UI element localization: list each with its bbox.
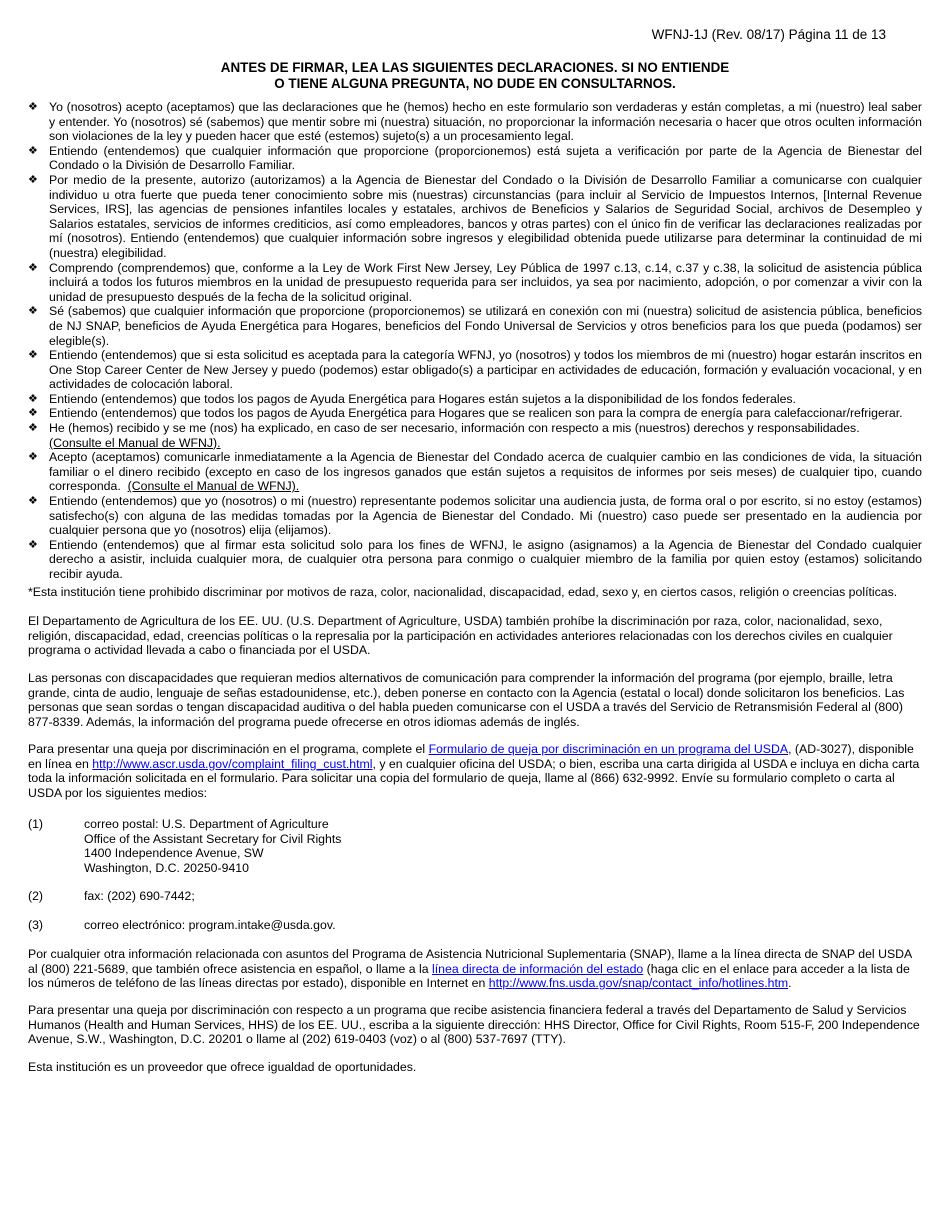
diamond-bullet-icon: ❖: [28, 407, 38, 420]
state-hotline-link[interactable]: línea directa de información del estado: [432, 961, 644, 976]
list-item: ❖ Por medio de la presente, autorizo (autorizamos) a la Agencia de Bienestar del Condado o la División de Desarrollo Familiar a comunicarse con cualquier individuo u otra fuerte que pueda tener conocimiento sobre mis (nuestras) circunstancias (para incluir al Servicio de Impuestos Internos, [Internal Revenue Services, IRS], las agencias de pensiones infantiles locales y estatales, archivos de Beneficios y Salarios de Seguridad Social, archivos de Desempleo y Salarios estatales, servicios de informes crediticios, así como empleadores, bancos y otras partes) con el único fin de verificar las declaraciones realizadas por mí (nosotros). Entiendo (entendemos) que cualquier información sobre ingresos y elegibilidad obtenida puede utilizarse para determinar la continuidad de mi (nuestra) elegibilidad.: [28, 172, 922, 260]
diamond-bullet-icon: ❖: [28, 451, 38, 464]
diamond-bullet-icon: ❖: [28, 101, 38, 113]
diamond-bullet-icon: ❖: [28, 422, 38, 435]
accessibility-notice: Las personas con discapacidades que requieran medios alternativos de comunicación para comprender la información del programa (por ejemplo, braille, letra grande, cinta de audio, lenguaje de señas estadounidense, etc.), deben ponerse en contacto con la Agencia (estatal o local) donde solicitaron los beneficios. Las personas que sean sordas o tengan discapacidad auditiva o del habla pueden comunicarse con el USDA a través del Servicio de Retransmisión Federal al (800) 877-8339. Además, la información del programa puede ofrecerse en otros idiomas además de inglés.: [28, 671, 905, 729]
manual-reference: (Consulte el Manual de WFNJ).: [127, 479, 300, 494]
equal-opportunity-statement: Esta institución es un proveedor que ofrece igualdad de oportunidades.: [28, 1060, 417, 1074]
list-item: ❖ Entiendo (entendemos) que cualquier información que proporcione (proporcionemos) está sujeta a verificación por parte de la Agencia de Bienestar del Condado o la División de Desarrollo Familiar.: [28, 143, 922, 173]
list-item: ❖ Yo (nosotros) acepto (aceptamos) que las declaraciones que he (hemos) hecho en este formulario son verdaderas y están completas, a mi (nuestro) leal saber y entender. Yo (nosotros) sé (sabemos) que mentir sobre mi (nuestra) situación, no proporcionar la información necesaria o hacer que otros oculten información son violaciones de la ley y pueden hacer que esté (estemos) sujeto(s) a un procesamiento legal.: [28, 100, 922, 144]
nondiscrimination-notice: *Esta institución tiene prohibido discriminar por motivos de raza, color, nacionalidad, discapacidad, edad, sexo y, en ciertos casos, religión o creencias políticas.: [28, 585, 898, 599]
usda-notice: El Departamento de Agricultura de los EE. UU. (U.S. Department of Agriculture, USDA) también prohíbe la discriminación por raza, color, nacionalidad, sexo, religión, discapacidad, edad, creencias políticas o la represalia por la participación en actividades anteriores relacionadas con los derechos civiles en cualquier programa o actividad llevada a cabo o financiada por el USDA.: [28, 614, 893, 658]
diamond-bullet-icon: ❖: [28, 392, 38, 405]
diamond-bullet-icon: ❖: [28, 261, 38, 274]
declarations-list: [28, 100, 922, 582]
diamond-bullet-icon: ❖: [28, 144, 38, 157]
list-item: ❖ Sé (sabemos) que cualquier información que proporcione (proporcionemos) se utilizará en conexión con mi (nuestra) solicitud de asistencia pública, beneficios de NJ SNAP, beneficios de Ayuda Energética para Hogares, beneficios del Fondo Universal de Servicios y otros beneficios para los que pueda (podamos) ser elegible(s).: [28, 304, 922, 348]
page-title: [0, 60, 950, 92]
manual-reference: (Consulte el Manual de WFNJ).: [49, 435, 221, 450]
diamond-bullet-icon: ❖: [28, 173, 38, 186]
list-item: ❖ Acepto (aceptamos) comunicarle inmediatamente a la Agencia de Bienestar del Condado acerca de cualquier cambio en las condiciones de vida, la situación familiar o el dinero recibido (excepto en caso de los ingresos ganados que están sujetos a requisitos de informes por seis meses) de cualquier tipo, cuando corresponda. (Consulte el Manual de WFNJ).: [28, 450, 922, 494]
diamond-bullet-icon: ❖: [28, 305, 38, 318]
complaint-instructions: Para presentar una queja por discriminación en el programa, complete el Formulario de queja por discriminación en un programa del USDA, (AD-3027), disponible en línea en http://www.ascr.usda.gov/complaint_filing_cust.html, y en cualquier oficina del USDA; o bien, escriba una carta dirigida al USDA e incluya en dicha carta toda la información solicitada en el formulario. Para solicitar una copia del formulario de queja, llame al (866) 632-9992. Envíe su formulario completo o carta al USDA por los siguientes medios:: [28, 742, 920, 800]
list-item: ❖ Comprendo (comprendemos) que, conforme a la Ley de Work First New Jersey, Ley Pública de 1997 c.13, c.14, c.37 y c.38, la solicitud de asistencia pública incluirá a todos los futuros miembros en la unidad de presupuesto requerida para ser incluidos, ya sea por nacimiento, adopción, o por comenzar a vivir con la unidad de presupuesto después de la fecha de la solicitud original.: [28, 260, 922, 304]
list-item: ❖ Entiendo (entendemos) que al firmar esta solicitud solo para los fines de WFNJ, le asigno (asignamos) a la Agencia de Bienestar del Condado cualquier derecho a asistir, incluida cualquier mora, de cualquier otra persona para conmigo o cualquier miembro de la familia por quien estoy (estamos) solicitando recibir ayuda.: [28, 537, 922, 581]
list-item: ❖ Entiendo (entendemos) que todos los pagos de Ayuda Energética para Hogares que se realicen son para la compra de energía para calefaccionar/refrigerar.: [28, 406, 903, 421]
list-item: ❖ Entiendo (entendemos) que yo (nosotros) o mi (nuestro) representante podemos solicitar una audiencia justa, de forma oral o por escrito, si no estoy (estamos) satisfecho(s) con alguna de las medidas tomadas por la Agencia de Bienestar del Condado. Mi (nuestro) caso puede ser presentado en la audiencia por cualquier persona que yo (nosotros) elija (elijamos).: [28, 494, 922, 538]
diamond-bullet-icon: ❖: [28, 538, 38, 551]
mailing-address: correo postal: U.S. Department of Agriculture Office of the Assistant Secretary for Civil Rights 1400 Independence Avenue, SW Washington, D.C. 20250-9410: [84, 817, 342, 875]
hhs-complaint-info: Para presentar una queja por discriminación con respecto a un programa que recibe asistencia financiera federal a través del Departamento de Salud y Servicios Humanos (Health and Human Services, HHS) de los EE. UU., escriba a la siguiente dirección: HHS Director, Office for Civil Rights, Room 515-F, 200 Independence Avenue, S.W., Washington, D.C. 20201 o llame al (202) 619-0403 (voz) o al (800) 537-7697 (TTY).: [28, 1003, 920, 1047]
list-item: ❖ Entiendo (entendemos) que todos los pagos de Ayuda Energética para Hogares están sujetos a la disponibilidad de los fondos federales.: [28, 391, 796, 406]
diamond-bullet-icon: ❖: [28, 349, 38, 362]
list-item: ❖ He (hemos) recibido y se me (nos) ha explicado, en caso de ser necesario, información con respecto a mis (nuestros) derechos y responsabilidades. (Consulte el Manual de WFNJ).: [28, 421, 860, 450]
ascr-url-link[interactable]: http://www.ascr.usda.gov/complaint_filing_cust.html: [92, 756, 373, 771]
snap-info: Por cualquier otra información relacionada con asuntos del Programa de Asistencia Nutricional Suplementaria (SNAP), llame a la línea directa de SNAP del USDA al (800) 221-5689, que también ofrece asistencia en español, o llame a la línea directa de información del estado (haga clic en el enlace para acceder a la lista de los números de teléfono de las líneas directas por estado), disponible en Internet en http://www.fns.usda.gov/snap/contact_info/hotlines.htm.: [28, 947, 912, 991]
diamond-bullet-icon: ❖: [28, 495, 38, 508]
list-item: ❖ Entiendo (entendemos) que si esta solicitud es aceptada para la categoría WFNJ, yo (nosotros) y todos los miembros de mi (nuestro) hogar estarán inscritos en One Stop Career Center de New Jersey y puedo (podemos) estar obligado(s) a participar en actividades de educación, formación y evaluación vocacional, y en actividades de colocación laboral.: [28, 348, 922, 392]
title-line-2: O TIENE ALGUNA PREGUNTA, NO DUDE EN CONSULTARNOS.: [274, 76, 676, 91]
title-line-1: ANTES DE FIRMAR, LEA LAS SIGUIENTES DECLARACIONES. SI NO ENTIENDE: [220, 60, 730, 75]
form-id: WFNJ-1J (Rev. 08/17) Página 11 de 13: [651, 27, 886, 42]
fns-hotlines-url-link[interactable]: http://www.fns.usda.gov/snap/contact_info/hotlines.htm: [488, 976, 789, 991]
complaint-form-link[interactable]: Formulario de queja por discriminación en un programa del USDA: [428, 742, 789, 756]
